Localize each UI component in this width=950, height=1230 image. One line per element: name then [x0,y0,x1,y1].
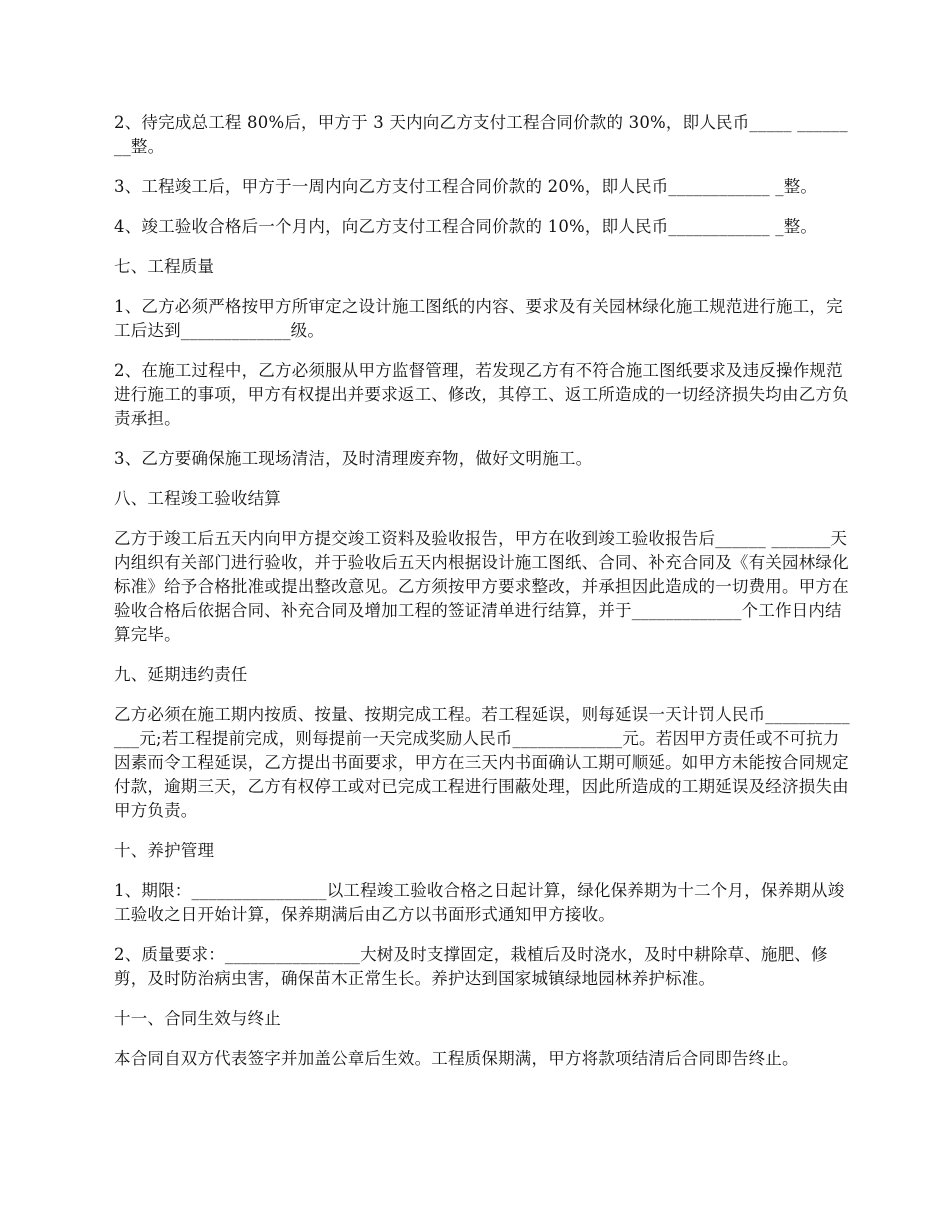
section-heading-delay: 九、延期违约责任 [114,665,248,684]
section-heading-acceptance: 八、工程竣工验收结算 [114,489,281,508]
payment-clause-3: 3、工程竣工后，甲方于一周内向乙方支付工程合同价款的 20%，即人民币____________ _整。 [114,177,818,196]
document-body [114,111,854,1087]
quality-clause-2: 2、在施工过程中，乙方必须服从甲方监督管理，若发现乙方有不符合施工图纸要求及违反操作规范进行施工的事项，甲方有权提出并要求返工、修改，其停工、返工所造成的一切经济损失均由乙方负责承担。 [114,361,849,428]
quality-clause-3: 3、乙方要确保施工现场清洁，及时清理废弃物，做好文明施工。 [114,449,593,468]
section-heading-effect: 十一、合同生效与终止 [114,1009,281,1028]
maintenance-clause-2: 2、质量要求：________________大树及时支撑固定，栽植后及时浇水，及时中耕除草、施肥、修剪，及时防治病虫害，确保苗木正常生长。养护达到国家城镇绿地园林养护标准。 [114,945,828,988]
section-heading-maintenance: 十、养护管理 [114,841,215,860]
payment-clause-2: 2、待完成总工程 80%后，甲方于 3 天内向乙方支付工程合同价款的 30%，即人民币_____ ________整。 [114,113,848,156]
maintenance-clause-1: 1、期限：________________以工程竣工验收合格之日起计算，绿化保养期为十二个月，保养期从竣工验收之日开始计算，保养期满后由乙方以书面形式通知甲方接收。 [114,881,845,924]
effect-clause: 本合同自双方代表签字并加盖公章后生效。工程质保期满，甲方将款项结清后合同即告终止。 [114,1049,799,1068]
section-heading-quality: 七、工程质量 [114,257,215,276]
quality-clause-1: 1、乙方必须严格按甲方所审定之设计施工图纸的内容、要求及有关园林绿化施工规范进行施工，完工后达到_____________级。 [114,297,843,340]
acceptance-clause: 乙方于竣工后五天内向甲方提交竣工资料及验收报告，甲方在收到竣工验收报告后______ _______天内组织有关部门进行验收，并于验收后五天内根据设计施工图纸、合同、补充合同及《有关园林绿化标准》给予合格批准或提出整改意见。乙方须按甲方要求整改，并承担因此造成的一切费用。甲方在验收合格后依据合同、补充合同及增加工程的签证清单进行结算，并于_____________个工作日内结算完毕。 [114,529,849,644]
delay-clause: 乙方必须在施工期内按质、按量、按期完成工程。若工程延误，则每延误一天计罚人民币_____________元;若工程提前完成，则每提前一天完成奖励人民币_____________元。若因甲方责任或不可抗力因素而令工程延误，乙方提出书面要求，甲方在三天内书面确认工期可顺延。如甲方未能按合同规定付款，逾期三天，乙方有权停工或对已完成工程进行围蔽处理，因此所造成的工期延误及经济损失由甲方负责。 [114,705,850,820]
payment-clause-4: 4、竣工验收合格后一个月内，向乙方支付工程合同价款的 10%，即人民币____________ _整。 [114,217,818,236]
